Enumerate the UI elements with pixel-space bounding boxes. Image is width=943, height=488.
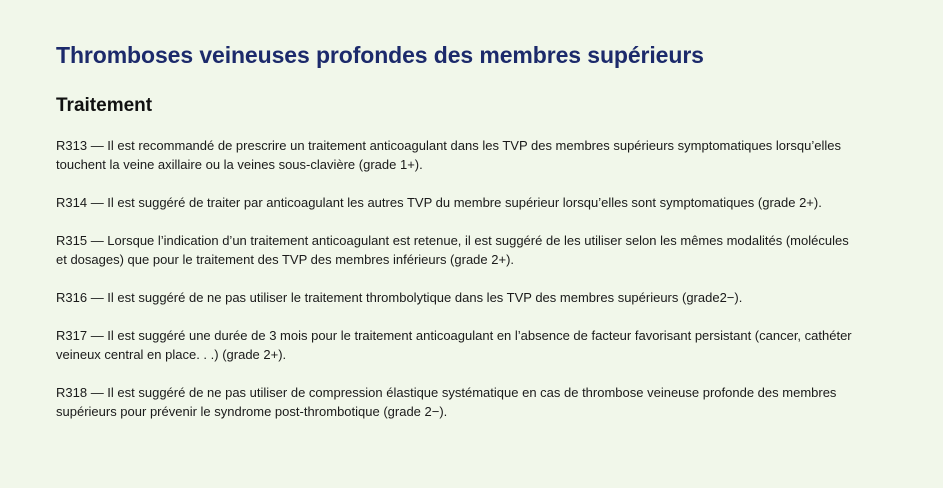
recommendation-r317: R317 — Il est suggéré une durée de 3 mois pour le traitement anticoagulant en l’absence de facteur favorisant persistant (cancer, cathéter veineux central en place. . .) (grade 2+). [56,328,852,362]
recommendation-r318: R318 — Il est suggéré de ne pas utiliser de compression élastique systématique en cas de thrombose veineuse profonde des membres supérieurs pour prévenir le syndrome post-thrombotique (grade 2−). [56,385,837,419]
document-page [56,40,876,440]
recommendation-list [56,136,876,421]
section-title: Traitement [56,95,153,116]
recommendation-r316: R316 — Il est suggéré de ne pas utiliser le traitement thrombolytique dans les TVP des membres supérieurs (grade2−). [56,290,743,305]
recommendation-r315: R315 — Lorsque l’indication d’un traitement anticoagulant est retenue, il est suggéré de les utiliser selon les mêmes modalités (molécules et dosages) que pour le traitement des TVP des membres inférieurs (grade 2+). [56,233,849,267]
recommendation-r314: R314 — Il est suggéré de traiter par anticoagulant les autres TVP du membre supérieur lorsqu’elles sont symptomatiques (grade 2+). [56,195,822,210]
page-title: Thromboses veineuses profondes des membres supérieurs [56,42,704,68]
recommendation-r313: R313 — Il est recommandé de prescrire un traitement anticoagulant dans les TVP des membres supérieurs symptomatiques lorsqu’elles touchent la veine axillaire ou la veines sous-clavière (grade 1+). [56,138,841,172]
